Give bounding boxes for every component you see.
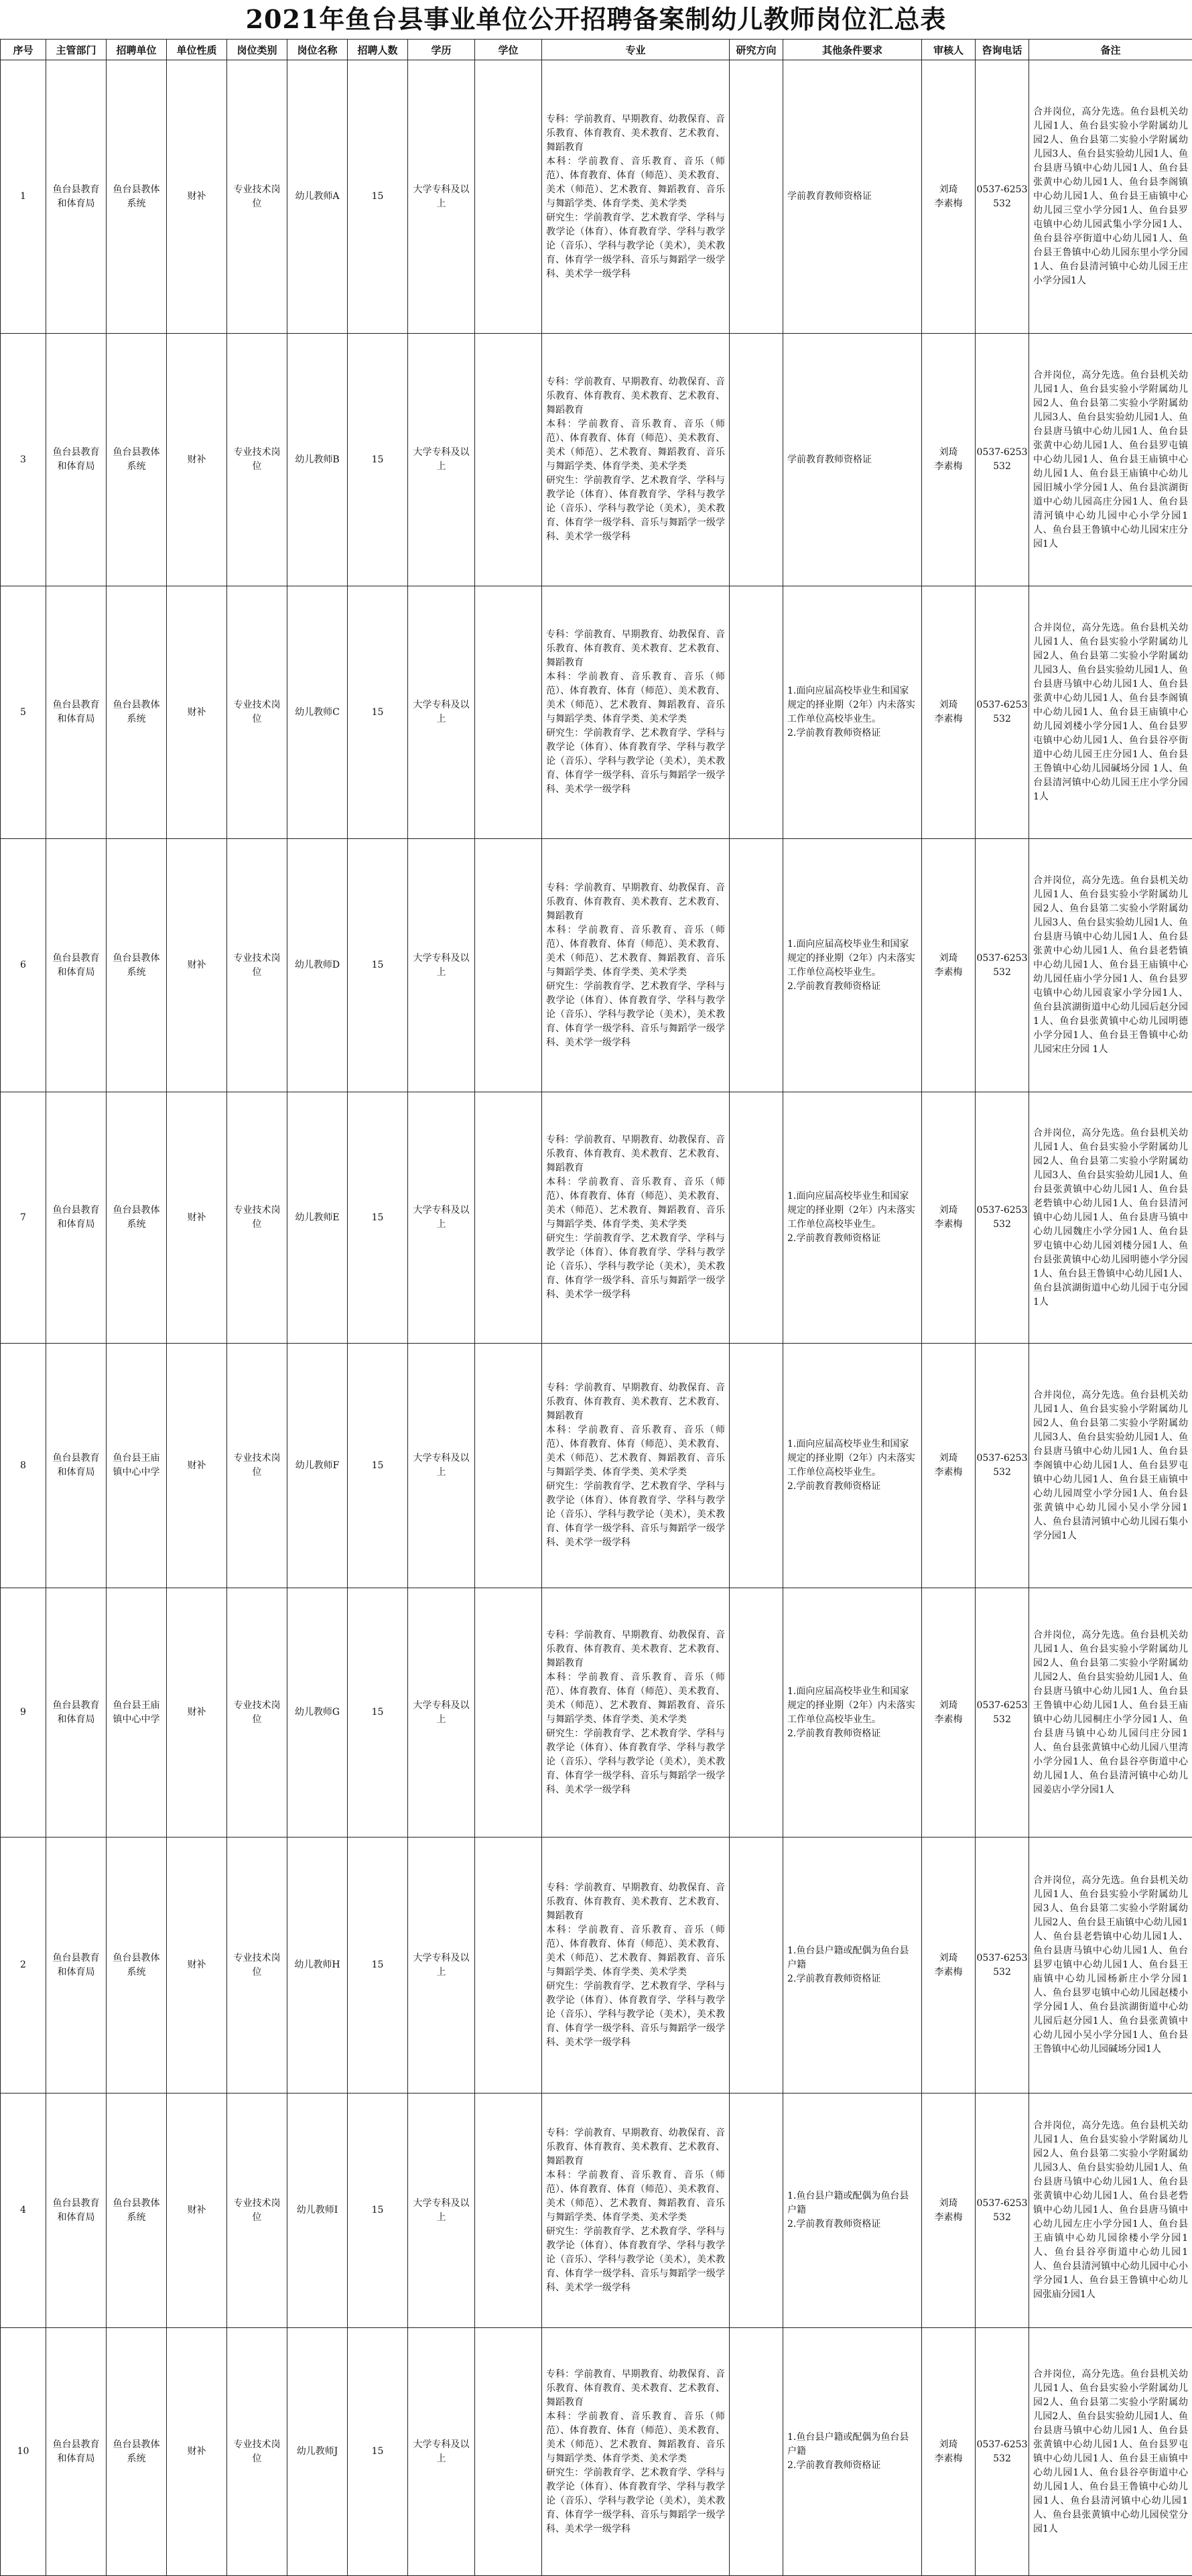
cell-phone: 0537-6253532 — [976, 2328, 1029, 2576]
cell-nature: 财补 — [167, 1344, 227, 1588]
cell-degree — [475, 1092, 542, 1344]
cell-phone: 0537-6253532 — [976, 1344, 1029, 1588]
table-row — [1, 1092, 1192, 1344]
cell-seq: 8 — [1, 1344, 46, 1588]
cell-note: 合并岗位，高分先选。鱼台县机关幼儿园1人、鱼台县实验小学附属幼儿园2人、鱼台县第二实验小学附属幼儿园2人、鱼台县实验幼儿园1人、鱼台县唐马镇中心幼儿园1人、鱼台县王鲁镇中心幼儿园1人、鱼台县王庙镇中心幼儿园桐庄小学分园1人、鱼台县唐马镇中心幼儿园闫庄分园1人、鱼台县张黄镇中心幼儿园八里湾小学分园1人、鱼台县谷亭街道中心幼儿园1人、鱼台县清河镇中心幼儿园姜店小学分园1人 — [1029, 1588, 1192, 1838]
cell-count: 15 — [348, 1092, 408, 1344]
table-row — [1, 586, 1192, 839]
cell-nature: 财补 — [167, 2094, 227, 2328]
header-seq: 序号 — [1, 40, 46, 60]
header-unit: 招聘单位 — [107, 40, 167, 60]
cell-cond: 1.面向应届高校毕业生和国家规定的择业期（2年）内未落实工作单位高校毕业生。 2.学前教育教师资格证 — [783, 1092, 922, 1344]
header-nature: 单位性质 — [167, 40, 227, 60]
cell-nature: 财补 — [167, 839, 227, 1092]
cell-category: 专业技术岗位 — [227, 1092, 287, 1344]
cell-research — [730, 1838, 783, 2094]
cell-degree — [475, 334, 542, 586]
cell-research — [730, 586, 783, 839]
cell-nature: 财补 — [167, 60, 227, 334]
cell-category: 专业技术岗位 — [227, 60, 287, 334]
cell-unit: 鱼台县教体系统 — [107, 1092, 167, 1344]
cell-dept: 鱼台县教育和体育局 — [46, 1838, 107, 2094]
cell-major: 专科：学前教育、早期教育、幼教保育、音乐教育、体育教育、美术教育、艺术教育、舞蹈教育 本科：学前教育、音乐教育、音乐（师范）、体育教育、体育（师范）、美术教育、美术（师范）、艺术教育、舞蹈教育、音乐与舞蹈学类、体育学类、美术学类 研究生：学前教育学、艺术教育学、学科与教学论（体育）、体育教育学、学科与教学论（音乐）、学科与教学论（美术），美术教育、体育学一级学科、音乐与舞蹈学一级学科、美术学一级学科 — [542, 1588, 730, 1838]
cell-note: 合并岗位，高分先选。鱼台县机关幼儿园1人、鱼台县实验小学附属幼儿园2人、鱼台县第二实验小学附属幼儿园3人、鱼台县实验幼儿园1人、鱼台县唐马镇中心幼儿园1人、鱼台县张黄中心幼儿园1人、鱼台县老砦镇中心幼儿园1人、鱼台县王庙镇中心幼儿园任庙小学分园1人、鱼台县罗屯镇中心幼儿园袁家小学分园1人、鱼台县滨湖街道中心幼儿园后赵分园1人、鱼台县张黄镇中心幼儿园明德小学分园1人、鱼台县王鲁镇中心幼儿园宋庄分园 1人 — [1029, 839, 1192, 1092]
cell-nature: 财补 — [167, 334, 227, 586]
cell-reviewer: 刘琦 李素梅 — [922, 2094, 976, 2328]
header-note: 备注 — [1029, 40, 1192, 60]
header-degree: 学位 — [475, 40, 542, 60]
cell-reviewer: 刘琦 李素梅 — [922, 1092, 976, 1344]
cell-position: 幼儿教师H — [287, 1838, 348, 2094]
cell-note: 合并岗位，高分先选。鱼台县机关幼儿园1人、鱼台县实验小学附属幼儿园2人、鱼台县第二实验小学附属幼儿园3人、鱼台县实验幼儿园1人、鱼台县唐马镇中心幼儿园1人、鱼台县张黄中心幼儿园1人、鱼台县李阁镇中心幼儿园1人、鱼台县王庙镇中心幼儿园刘楼小学分园1人、鱼台县罗屯镇中心幼儿园1人、鱼台县谷亭街道中心幼儿园王庄分园1人、鱼台县王鲁镇中心幼儿园碱场分园 1人、鱼台县清河镇中心幼儿园王庄小学分园 1人 — [1029, 586, 1192, 839]
cell-phone: 0537-6253532 — [976, 586, 1029, 839]
cell-position: 幼儿教师A — [287, 60, 348, 334]
cell-position: 幼儿教师G — [287, 1588, 348, 1838]
cell-phone: 0537-6253532 — [976, 839, 1029, 1092]
cell-reviewer: 刘琦 李素梅 — [922, 2328, 976, 2576]
cell-count: 15 — [348, 2328, 408, 2576]
cell-nature: 财补 — [167, 1092, 227, 1344]
cell-count: 15 — [348, 2094, 408, 2328]
cell-edu: 大学专科及以上 — [408, 586, 475, 839]
cell-degree — [475, 586, 542, 839]
cell-cond: 学前教育教师资格证 — [783, 60, 922, 334]
cell-seq: 2 — [1, 1838, 46, 2094]
header-category: 岗位类别 — [227, 40, 287, 60]
cell-note: 合并岗位，高分先选。鱼台县机关幼儿园1人、鱼台县实验小学附属幼儿园2人、鱼台县第二实验小学附属幼儿园3人、鱼台县实验幼儿园1人、鱼台县唐马镇中心幼儿园1人、鱼台县张黄镇中心幼儿园1人、鱼台县老砦镇中心幼儿园1人、鱼台县唐马镇中心幼儿园左庄小学分园1人、鱼台县王庙镇中心幼儿园徐楼小学分园1人、鱼台县谷亭街道中心幼儿园1人、鱼台县清河镇中心幼儿园中心小学分园1人、鱼台县王鲁镇中心幼儿园张庙分园1人 — [1029, 2094, 1192, 2328]
cell-position: 幼儿教师I — [287, 2094, 348, 2328]
cell-dept: 鱼台县教育和体育局 — [46, 1092, 107, 1344]
header-research: 研究方向 — [730, 40, 783, 60]
cell-research — [730, 1588, 783, 1838]
cell-edu: 大学专科及以上 — [408, 2328, 475, 2576]
cell-major: 专科：学前教育、早期教育、幼教保育、音乐教育、体育教育、美术教育、艺术教育、舞蹈教育 本科：学前教育、音乐教育、音乐（师范）、体育教育、体育（师范）、美术教育、美术（师范）、艺术教育、舞蹈教育、音乐与舞蹈学类、体育学类、美术学类 研究生：学前教育学、艺术教育学、学科与教学论（体育）、体育教育学、学科与教学论（音乐）、学科与教学论（美术），美术教育、体育学一级学科、音乐与舞蹈学一级学科、美术学一级学科 — [542, 586, 730, 839]
header-edu: 学历 — [408, 40, 475, 60]
cell-degree — [475, 1838, 542, 2094]
cell-count: 15 — [348, 586, 408, 839]
cell-edu: 大学专科及以上 — [408, 1588, 475, 1838]
cell-count: 15 — [348, 1838, 408, 2094]
cell-unit: 鱼台县教体系统 — [107, 1838, 167, 2094]
cell-dept: 鱼台县教育和体育局 — [46, 586, 107, 839]
table-header-row — [1, 40, 1192, 60]
cell-category: 专业技术岗位 — [227, 2094, 287, 2328]
cell-reviewer: 刘琦 李素梅 — [922, 1588, 976, 1838]
cell-degree — [475, 2094, 542, 2328]
page-title: 2021年鱼台县事业单位公开招聘备案制幼儿教师岗位汇总表 — [0, 0, 1192, 39]
cell-category: 专业技术岗位 — [227, 1588, 287, 1838]
cell-unit: 鱼台县教体系统 — [107, 586, 167, 839]
table-row — [1, 2328, 1192, 2576]
cell-seq: 10 — [1, 2328, 46, 2576]
cell-reviewer: 刘琦 李素梅 — [922, 334, 976, 586]
cell-note: 合并岗位，高分先选。鱼台县机关幼儿园1人、鱼台县实验小学附属幼儿园2人、鱼台县第二实验小学附属幼儿园2人、鱼台县实验幼儿园1人、鱼台县唐马镇中心幼儿园1人、鱼台县张黄镇中心幼儿园1人、鱼台县罗屯镇中心幼儿园1人、鱼台县王庙镇中心幼儿园1人、鱼台县谷亭街道中心幼儿园1人、鱼台县王鲁镇中心幼儿园1人、鱼台县清河镇中心幼儿园1人、鱼台县张黄镇中心幼儿园侯堂分园1人 — [1029, 2328, 1192, 2576]
cell-nature: 财补 — [167, 1838, 227, 2094]
cell-unit: 鱼台县教体系统 — [107, 60, 167, 334]
cell-category: 专业技术岗位 — [227, 334, 287, 586]
cell-unit: 鱼台县教体系统 — [107, 839, 167, 1092]
cell-phone: 0537-6253532 — [976, 1838, 1029, 2094]
cell-position: 幼儿教师J — [287, 2328, 348, 2576]
cell-seq: 9 — [1, 1588, 46, 1838]
header-count: 招聘人数 — [348, 40, 408, 60]
cell-cond: 1.鱼台县户籍或配偶为鱼台县户籍 2.学前教育教师资格证 — [783, 1838, 922, 2094]
header-reviewer: 审核人 — [922, 40, 976, 60]
cell-degree — [475, 60, 542, 334]
cell-major: 专科：学前教育、早期教育、幼教保育、音乐教育、体育教育、美术教育、艺术教育、舞蹈教育 本科：学前教育、音乐教育、音乐（师范）、体育教育、体育（师范）、美术教育、美术（师范）、艺术教育、舞蹈教育、音乐与舞蹈学类、体育学类、美术学类 研究生：学前教育学、艺术教育学、学科与教学论（体育）、体育教育学、学科与教学论（音乐）、学科与教学论（美术），美术教育、体育学一级学科、音乐与舞蹈学一级学科、美术学一级学科 — [542, 1344, 730, 1588]
table-row — [1, 60, 1192, 334]
cell-major: 专科：学前教育、早期教育、幼教保育、音乐教育、体育教育、美术教育、艺术教育、舞蹈教育 本科：学前教育、音乐教育、音乐（师范）、体育教育、体育（师范）、美术教育、美术（师范）、艺术教育、舞蹈教育、音乐与舞蹈学类、体育学类、美术学类 研究生：学前教育学、艺术教育学、学科与教学论（体育）、体育教育学、学科与教学论（音乐）、学科与教学论（美术），美术教育、体育学一级学科、音乐与舞蹈学一级学科、美术学一级学科 — [542, 1092, 730, 1344]
cell-cond: 1.面向应届高校毕业生和国家规定的择业期（2年）内未落实工作单位高校毕业生。 2.学前教育教师资格证 — [783, 586, 922, 839]
cell-unit: 鱼台县教体系统 — [107, 334, 167, 586]
cell-dept: 鱼台县教育和体育局 — [46, 1344, 107, 1588]
cell-reviewer: 刘琦 李素梅 — [922, 1344, 976, 1588]
cell-major: 专科：学前教育、早期教育、幼教保育、音乐教育、体育教育、美术教育、艺术教育、舞蹈教育 本科：学前教育、音乐教育、音乐（师范）、体育教育、体育（师范）、美术教育、美术（师范）、艺术教育、舞蹈教育、音乐与舞蹈学类、体育学类、美术学类 研究生：学前教育学、艺术教育学、学科与教学论（体育）、体育教育学、学科与教学论（音乐）、学科与教学论（美术），美术教育、体育学一级学科、音乐与舞蹈学一级学科、美术学一级学科 — [542, 334, 730, 586]
cell-unit: 鱼台县教体系统 — [107, 2328, 167, 2576]
cell-cond: 1.面向应届高校毕业生和国家规定的择业期（2年）内未落实工作单位高校毕业生。 2.学前教育教师资格证 — [783, 1344, 922, 1588]
cell-reviewer: 刘琦 李素梅 — [922, 586, 976, 839]
cell-research — [730, 2328, 783, 2576]
cell-phone: 0537-6253532 — [976, 1588, 1029, 1838]
table-row — [1, 1838, 1192, 2094]
cell-position: 幼儿教师C — [287, 586, 348, 839]
cell-count: 15 — [348, 1344, 408, 1588]
cell-nature: 财补 — [167, 586, 227, 839]
cell-category: 专业技术岗位 — [227, 839, 287, 1092]
cell-degree — [475, 2328, 542, 2576]
cell-dept: 鱼台县教育和体育局 — [46, 2328, 107, 2576]
cell-count: 15 — [348, 839, 408, 1092]
cell-cond: 1.面向应届高校毕业生和国家规定的择业期（2年）内未落实工作单位高校毕业生。 2.学前教育教师资格证 — [783, 1588, 922, 1838]
cell-position: 幼儿教师D — [287, 839, 348, 1092]
cell-phone: 0537-6253532 — [976, 334, 1029, 586]
cell-major: 专科：学前教育、早期教育、幼教保育、音乐教育、体育教育、美术教育、艺术教育、舞蹈教育 本科：学前教育、音乐教育、音乐（师范）、体育教育、体育（师范）、美术教育、美术（师范）、艺术教育、舞蹈教育、音乐与舞蹈学类、体育学类、美术学类 研究生：学前教育学、艺术教育学、学科与教学论（体育）、体育教育学、学科与教学论（音乐）、学科与教学论（美术），美术教育、体育学一级学科、音乐与舞蹈学一级学科、美术学一级学科 — [542, 2094, 730, 2328]
cell-degree — [475, 1344, 542, 1588]
table-row — [1, 839, 1192, 1092]
header-cond: 其他条件要求 — [783, 40, 922, 60]
cell-phone: 0537-6253532 — [976, 2094, 1029, 2328]
header-major: 专业 — [542, 40, 730, 60]
cell-seq: 5 — [1, 586, 46, 839]
cell-category: 专业技术岗位 — [227, 2328, 287, 2576]
cell-major: 专科：学前教育、早期教育、幼教保育、音乐教育、体育教育、美术教育、艺术教育、舞蹈教育 本科：学前教育、音乐教育、音乐（师范）、体育教育、体育（师范）、美术教育、美术（师范）、艺术教育、舞蹈教育、音乐与舞蹈学类、体育学类、美术学类 研究生：学前教育学、艺术教育学、学科与教学论（体育）、体育教育学、学科与教学论（音乐）、学科与教学论（美术），美术教育、体育学一级学科、音乐与舞蹈学一级学科、美术学一级学科 — [542, 2328, 730, 2576]
cell-edu: 大学专科及以上 — [408, 1344, 475, 1588]
cell-dept: 鱼台县教育和体育局 — [46, 334, 107, 586]
cell-dept: 鱼台县教育和体育局 — [46, 60, 107, 334]
cell-major: 专科：学前教育、早期教育、幼教保育、音乐教育、体育教育、美术教育、艺术教育、舞蹈教育 本科：学前教育、音乐教育、音乐（师范）、体育教育、体育（师范）、美术教育、美术（师范）、艺术教育、舞蹈教育、音乐与舞蹈学类、体育学类、美术学类 研究生：学前教育学、艺术教育学、学科与教学论（体育）、体育教育学、学科与教学论（音乐）、学科与教学论（美术），美术教育、体育学一级学科、音乐与舞蹈学一级学科、美术学一级学科 — [542, 839, 730, 1092]
cell-degree — [475, 1588, 542, 1838]
cell-dept: 鱼台县教育和体育局 — [46, 839, 107, 1092]
cell-edu: 大学专科及以上 — [408, 1838, 475, 2094]
cell-seq: 4 — [1, 2094, 46, 2328]
table-row — [1, 1588, 1192, 1838]
cell-position: 幼儿教师F — [287, 1344, 348, 1588]
cell-unit: 鱼台县王庙镇中心中学 — [107, 1588, 167, 1838]
cell-phone: 0537-6253532 — [976, 60, 1029, 334]
cell-dept: 鱼台县教育和体育局 — [46, 1588, 107, 1838]
cell-reviewer: 刘琦 李素梅 — [922, 60, 976, 334]
cell-category: 专业技术岗位 — [227, 1838, 287, 2094]
cell-cond: 学前教育教师资格证 — [783, 334, 922, 586]
cell-research — [730, 2094, 783, 2328]
cell-count: 15 — [348, 60, 408, 334]
table-body — [1, 60, 1192, 2576]
cell-seq: 6 — [1, 839, 46, 1092]
cell-position: 幼儿教师E — [287, 1092, 348, 1344]
cell-category: 专业技术岗位 — [227, 1344, 287, 1588]
header-position: 岗位名称 — [287, 40, 348, 60]
cell-unit: 鱼台县王庙镇中心中学 — [107, 1344, 167, 1588]
cell-research — [730, 1344, 783, 1588]
cell-research — [730, 334, 783, 586]
cell-edu: 大学专科及以上 — [408, 334, 475, 586]
cell-category: 专业技术岗位 — [227, 586, 287, 839]
cell-note: 合并岗位，高分先选。鱼台县机关幼儿园1人、鱼台县实验小学附属幼儿园2人、鱼台县第二实验小学附属幼儿园3人、鱼台县实验幼儿园1人、鱼台县唐马镇中心幼儿园1人、鱼台县张黄中心幼儿园1人、鱼台县李阁镇中心幼儿园1人、鱼台县王庙镇中心幼儿园三堂小学分园1人、鱼台县罗屯镇中心幼儿园武集小学分园1人、鱼台县谷亭街道中心幼儿园1人、鱼台县王鲁镇中心幼儿园东里小学分园1人、鱼台县清河镇中心幼儿园王庄小学分园1人 — [1029, 60, 1192, 334]
header-dept: 主管部门 — [46, 40, 107, 60]
cell-research — [730, 839, 783, 1092]
cell-nature: 财补 — [167, 1588, 227, 1838]
cell-count: 15 — [348, 1588, 408, 1838]
cell-count: 15 — [348, 334, 408, 586]
cell-note: 合并岗位，高分先选。鱼台县机关幼儿园1人、鱼台县实验小学附属幼儿园2人、鱼台县第二实验小学附属幼儿园3人、鱼台县实验幼儿园1人、鱼台县唐马镇中心幼儿园1人、鱼台县李阁镇中心幼儿园1人、鱼台县罗屯镇中心幼儿园1人、鱼台县王庙镇中心幼儿园周堂小学分园1人、鱼台县张黄镇中心幼儿园小吴小学分园1人、鱼台县清河镇中心幼儿园石集小学分园1人 — [1029, 1344, 1192, 1588]
cell-note: 合并岗位，高分先选。鱼台县机关幼儿园1人、鱼台县实验小学附属幼儿园3人、鱼台县第二实验小学附属幼儿园2人、鱼台县王庙镇中心幼儿园1人、鱼台县老砦镇中心幼儿园1人、鱼台县唐马镇中心幼儿园1人、鱼台县罗屯镇中心幼儿园1人、鱼台县王庙镇中心幼儿园杨新庄小学分园1人、鱼台县罗屯镇中心幼儿园赵楼小学分园1人、鱼台县滨湖街道中心幼儿园后赵分园1人、鱼台县张黄镇中心幼儿园小吴小学分园1人、鱼台县王鲁镇中心幼儿园碱场分园1人 — [1029, 1838, 1192, 2094]
cell-major: 专科：学前教育、早期教育、幼教保育、音乐教育、体育教育、美术教育、艺术教育、舞蹈教育 本科：学前教育、音乐教育、音乐（师范）、体育教育、体育（师范）、美术教育、美术（师范）、艺术教育、舞蹈教育、音乐与舞蹈学类、体育学类、美术学类 研究生：学前教育学、艺术教育学、学科与教学论（体育）、体育教育学、学科与教学论（音乐）、学科与教学论（美术），美术教育、体育学一级学科、音乐与舞蹈学一级学科、美术学一级学科 — [542, 1838, 730, 2094]
cell-phone: 0537-6253532 — [976, 1092, 1029, 1344]
header-phone: 咨询电话 — [976, 40, 1029, 60]
cell-cond: 1.面向应届高校毕业生和国家规定的择业期（2年）内未落实工作单位高校毕业生。 2.学前教育教师资格证 — [783, 839, 922, 1092]
cell-cond: 1.鱼台县户籍或配偶为鱼台县户籍 2.学前教育教师资格证 — [783, 2094, 922, 2328]
cell-dept: 鱼台县教育和体育局 — [46, 2094, 107, 2328]
cell-reviewer: 刘琦 李素梅 — [922, 1838, 976, 2094]
cell-note: 合并岗位，高分先选。鱼台县机关幼儿园1人、鱼台县实验小学附属幼儿园2人、鱼台县第二实验小学附属幼儿园3人、鱼台县实验幼儿园1人、鱼台县唐马镇中心幼儿园1人、鱼台县张黄中心幼儿园1人、鱼台县罗屯镇中心幼儿园1人、鱼台县王庙镇中心幼儿园1人、鱼台县王庙镇中心幼儿园旧城小学分园1人、鱼台县滨湖街道中心幼儿园高庄分园1人、鱼台县清河镇中心幼儿园中心小学分园1人、鱼台县王鲁镇中心幼儿园宋庄分园1人 — [1029, 334, 1192, 586]
cell-research — [730, 60, 783, 334]
table-row — [1, 2094, 1192, 2328]
cell-edu: 大学专科及以上 — [408, 2094, 475, 2328]
cell-position: 幼儿教师B — [287, 334, 348, 586]
cell-research — [730, 1092, 783, 1344]
cell-note: 合并岗位，高分先选。鱼台县机关幼儿园1人、鱼台县实验小学附属幼儿园2人、鱼台县第二实验小学附属幼儿园3人、鱼台县实验幼儿园1人、鱼台县张黄镇中心幼儿园1人、鱼台县老砦镇中心幼儿园1人、鱼台县清河镇中心幼儿园1人、鱼台县唐马镇中心幼儿园魏庄小学分园1人、鱼台县罗屯镇中心幼儿园刘楼分园1人、鱼台县张黄镇中心幼儿园明德小学分园1人、鱼台县王鲁镇中心幼儿园1人、鱼台县滨湖街道中心幼儿园于屯分园1人 — [1029, 1092, 1192, 1344]
cell-seq: 7 — [1, 1092, 46, 1344]
cell-edu: 大学专科及以上 — [408, 60, 475, 334]
table-row — [1, 1344, 1192, 1588]
cell-edu: 大学专科及以上 — [408, 839, 475, 1092]
cell-edu: 大学专科及以上 — [408, 1092, 475, 1344]
cell-reviewer: 刘琦 李素梅 — [922, 839, 976, 1092]
cell-seq: 3 — [1, 334, 46, 586]
cell-cond: 1.鱼台县户籍或配偶为鱼台县户籍 2.学前教育教师资格证 — [783, 2328, 922, 2576]
positions-table — [0, 39, 1192, 2576]
cell-major: 专科：学前教育、早期教育、幼教保育、音乐教育、体育教育、美术教育、艺术教育、舞蹈教育 本科：学前教育、音乐教育、音乐（师范）、体育教育、体育（师范）、美术教育、美术（师范）、艺术教育、舞蹈教育、音乐与舞蹈学类、体育学类、美术学类 研究生：学前教育学、艺术教育学、学科与教学论（体育）、体育教育学、学科与教学论（音乐）、学科与教学论（美术），美术教育、体育学一级学科、音乐与舞蹈学一级学科、美术学一级学科 — [542, 60, 730, 334]
cell-degree — [475, 839, 542, 1092]
cell-seq: 1 — [1, 60, 46, 334]
cell-unit: 鱼台县教体系统 — [107, 2094, 167, 2328]
table-row — [1, 334, 1192, 586]
cell-nature: 财补 — [167, 2328, 227, 2576]
